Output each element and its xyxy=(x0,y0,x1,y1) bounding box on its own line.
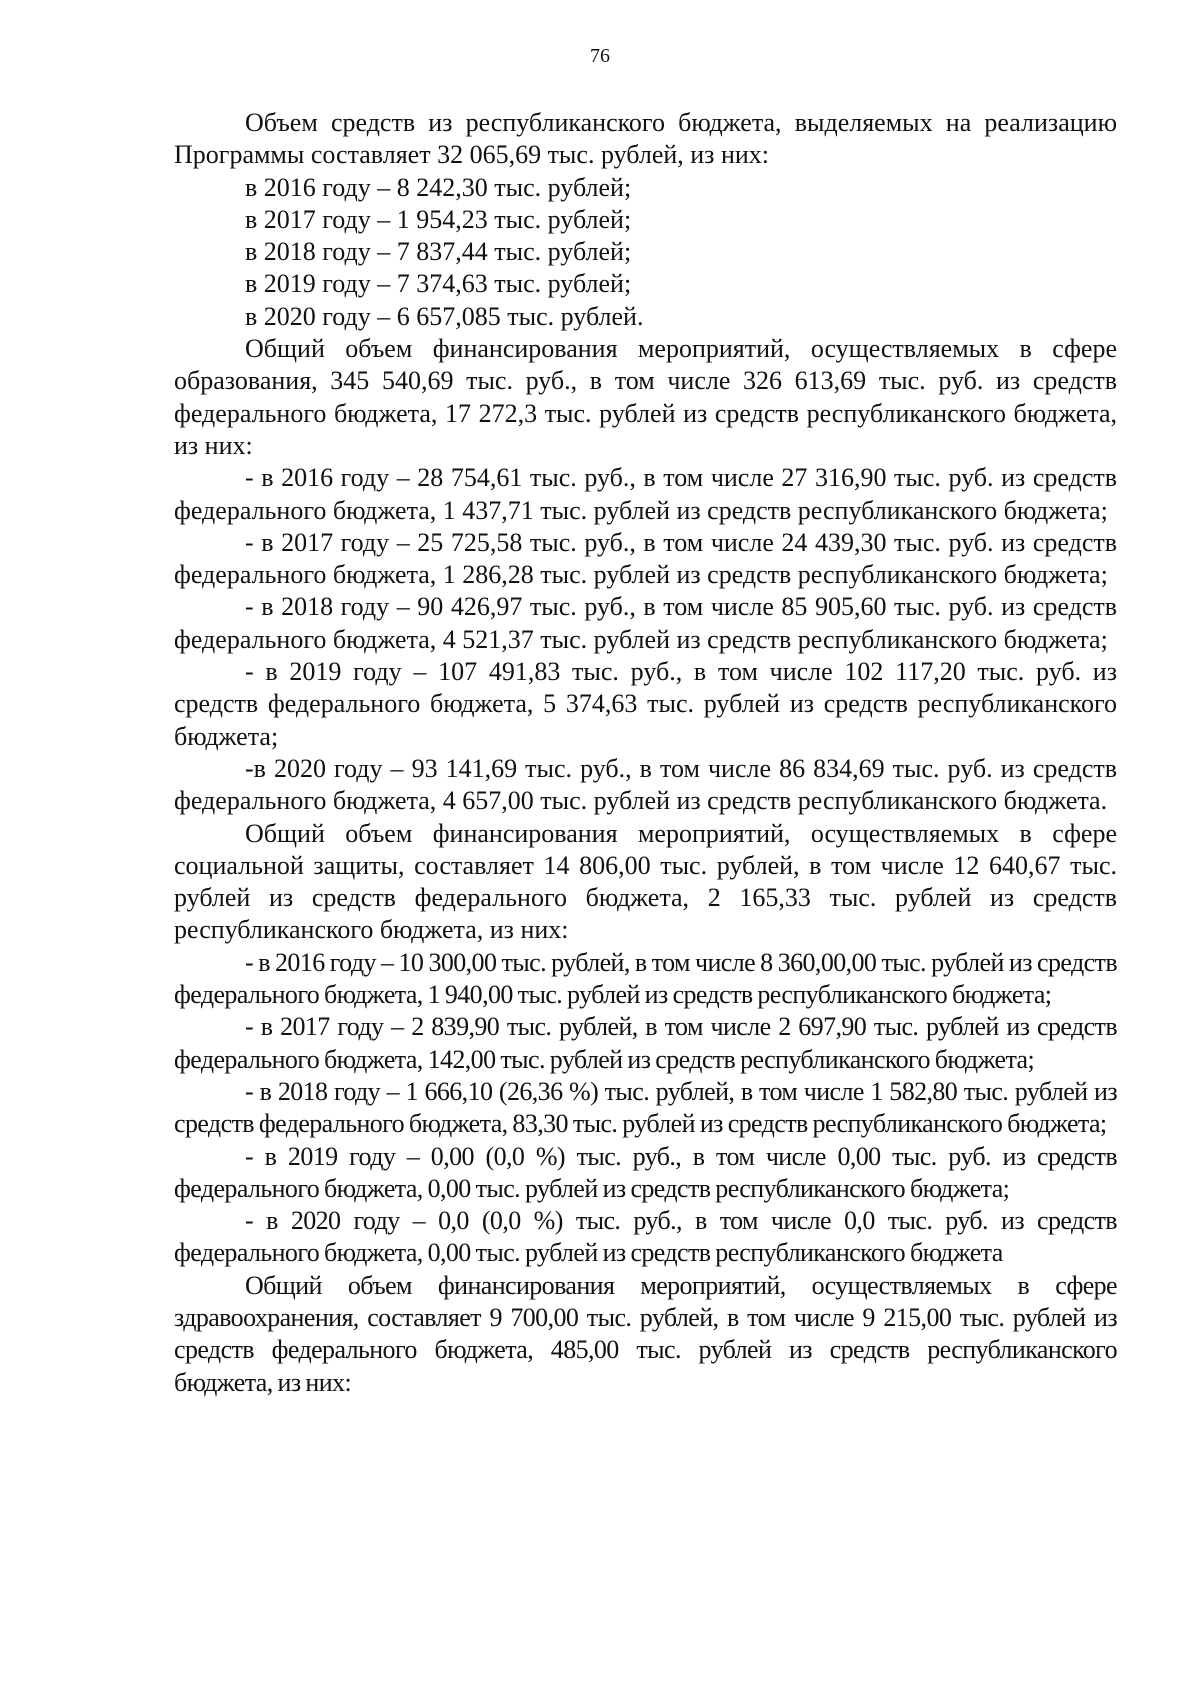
education-item-2017: - в 2017 году – 25 725,58 тыс. руб., в том числе 24 439,30 тыс. руб. из средств федерального бюджета, 1 286,28 тыс. рублей из средств республиканского бюджета; xyxy=(174,527,1117,590)
social-item-2020: - в 2020 году – 0,0 (0,0 %) тыс. руб., в том числе 0,0 тыс. руб. из средств федерального бюджета, 0,00 тыс. рублей из средств республиканского бюджета xyxy=(174,1206,1117,1268)
list-item-2016: в 2016 году – 8 242,30 тыс. рублей; xyxy=(245,172,632,202)
list-item-2020: в 2020 году – 6 657,085 тыс. рублей. xyxy=(245,301,644,331)
social-item-2017: - в 2017 году – 2 839,90 тыс. рублей, в том числе 2 697,90 тыс. рублей из средств федерального бюджета, 142,00 тыс. рублей из средств республиканского бюджета; xyxy=(174,1012,1117,1074)
education-item-2016: - в 2016 году – 28 754,61 тыс. руб., в том числе 27 316,90 тыс. руб. из средств федерального бюджета, 1 437,71 тыс. рублей из средств республиканского бюджета; xyxy=(174,463,1117,525)
education-item-2018: - в 2018 году – 90 426,97 тыс. руб., в том числе 85 905,60 тыс. руб. из средств федерального бюджета, 4 521,37 тыс. рублей из средств республиканского бюджета; xyxy=(174,592,1117,654)
paragraph-social-protection-funding: Общий объем финансирования мероприятий, осуществляемых в сфере социальной защиты, составляет 14 806,00 тыс. рублей, в том числе 12 640,67 тыс. рублей из средств федерального бюджета, 2 165,33 тыс. рублей из средств республиканского бюджета, из них: xyxy=(174,818,1117,945)
paragraph-education-funding: Общий объем финансирования мероприятий, осуществляемых в сфере образования, 345 540,69 тыс. руб., в том числе 326 613,69 тыс. руб. из средств федерального бюджета, 17 272,3 тыс. рублей из средств республиканского бюджета, из них: xyxy=(174,334,1117,460)
education-item-2020: -в 2020 году – 93 141,69 тыс. руб., в том числе 86 834,69 тыс. руб. из средств федерального бюджета, 4 657,00 тыс. рублей из средств республиканского бюджета. xyxy=(174,753,1117,816)
education-item-2019: - в 2019 году – 107 491,83 тыс. руб., в том числе 102 117,20 тыс. руб. из средств федерального бюджета, 5 374,63 тыс. рублей из средств республиканского бюджета; xyxy=(174,657,1117,751)
list-item-2019: в 2019 году – 7 374,63 тыс. рублей; xyxy=(245,269,632,299)
social-item-2016: - в 2016 году – 10 300,00 тыс. рублей, в том числе 8 360,00,00 тыс. рублей из средств федерального бюджета, 1 940,00 тыс. рублей из средств республиканского бюджета; xyxy=(174,947,1117,1010)
page-number: 76 xyxy=(590,45,610,67)
social-item-2019: - в 2019 году – 0,00 (0,0 %) тыс. руб., в том числе 0,00 тыс. руб. из средств федерального бюджета, 0,00 тыс. рублей из средств республиканского бюджета; xyxy=(174,1141,1117,1203)
paragraph-healthcare-funding: Общий объем финансирования мероприятий, осуществляемых в сфере здравоохранения, составляет 9 700,00 тыс. рублей, в том числе 9 215,00 тыс. рублей из средств федерального бюджета, 485,00 тыс. рублей из средств республиканского бюджета, из них: xyxy=(174,1270,1117,1397)
list-item-2018: в 2018 году – 7 837,44 тыс. рублей; xyxy=(245,237,632,267)
social-item-2018: - в 2018 году – 1 666,10 (26,36 %) тыс. рублей, в том числе 1 582,80 тыс. рублей из средств федерального бюджета, 83,30 тыс. рублей из средств республиканского бюджета; xyxy=(174,1076,1117,1139)
document-body xyxy=(174,107,1117,1399)
paragraph-republican-budget-total: Объем средств из республиканского бюджета, выделяемых на реализацию Программы составляет 32 065,69 тыс. рублей, из них: xyxy=(174,108,1117,170)
list-item-2017: в 2017 году – 1 954,23 тыс. рублей; xyxy=(245,204,632,234)
